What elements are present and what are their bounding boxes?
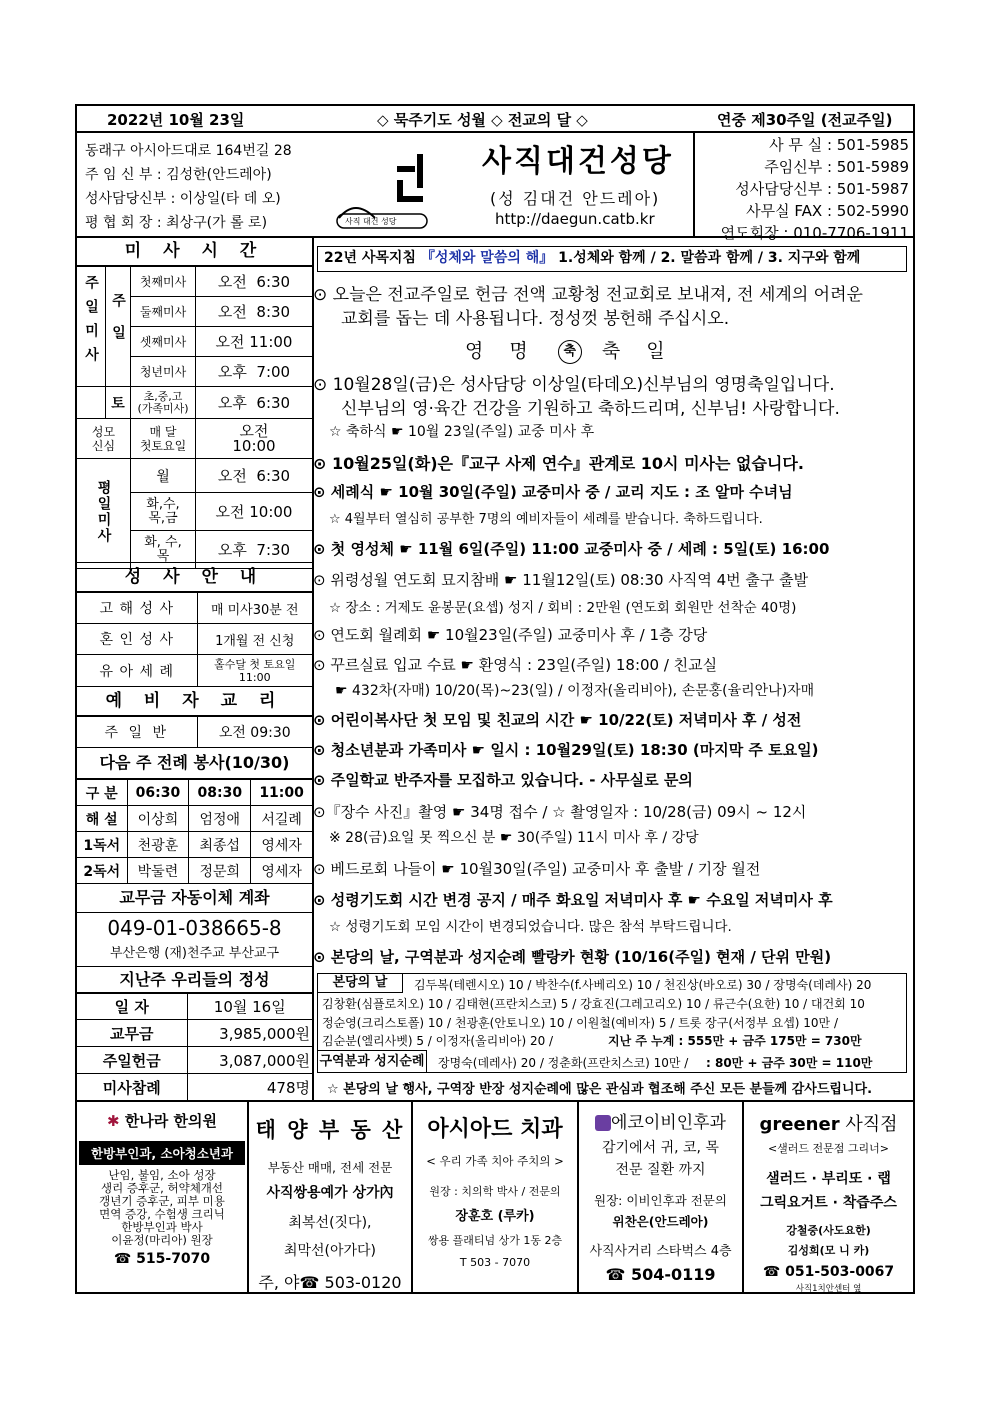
ad-line: 강철중(사도요한): [786, 1224, 871, 1237]
notice-first-communion: ⊙ 첫 영성체 ☛ 11월 6일(주일) 11:00 교중미사 중 / 세례 : 5일(토) 16:00: [313, 540, 830, 558]
liturgy-role: 1독서: [77, 832, 127, 858]
offering-title: 지난주 우리들의 정성: [77, 966, 312, 993]
liturgy-title: 다음 주 전례 봉사(10/30): [77, 747, 312, 779]
donation-line: 김두복(테렌시오) 10 / 박찬수(f.사베리오) 10 / 천진상(바오로) 30 / 장명숙(데레사) 20: [414, 978, 872, 992]
marian-devotion-day: 매 달 첫토요일: [131, 419, 196, 459]
sunday-label: 주일: [106, 267, 131, 387]
notice-peter-outing: ⊙ 베드로회 나들이 ☛ 10월30일(주일) 교중미사 후 출발 / 기장 월전: [313, 860, 761, 878]
sunday-mass-label: 주일미사: [77, 267, 106, 387]
sacrament-value: 홀수달 첫 토요일 11:00: [197, 655, 312, 687]
catechumen-title: 예 비 자 교 리: [77, 686, 312, 716]
weekday-day: 화, 수, 목: [131, 531, 196, 569]
parish-name: 사직대건성당: [482, 144, 674, 179]
offering-value: 10월 16일: [187, 994, 312, 1020]
donation-line: 김창환(심플로치오) 10 / 김태현(프란치스코) 5 / 강효진(그레고리오) 10 / 류근수(요한) 10 / 대건회 10: [322, 997, 865, 1011]
notice-portrait-detail: ※ 28(금)요일 못 찍으신 분 ☛ 30(주일) 11시 미사 후 / 강당: [329, 830, 699, 846]
saturday-label: 토: [106, 387, 131, 419]
notice-pilgrimage: ⊙ 본당의 날, 구역분과 성지순례 빨랑카 현황 (10/16(주일) 현재 / 단위 만원): [313, 948, 832, 966]
weekday-time: 오후 7:30: [196, 531, 313, 569]
liturgy-role: 2독서: [77, 858, 127, 884]
ad-salad-shop[interactable]: [744, 1102, 913, 1292]
offering-value: 478명: [187, 1074, 312, 1101]
ad-line: 김성희(모 니 카): [787, 1244, 870, 1257]
notice-feast-wish: 신부님의 영·육간 건강을 기원하고 축하드리며, 신부님! 사랑합니다.: [341, 399, 840, 419]
celebration-icon: 축: [558, 340, 582, 364]
ad-title: 에코이비인후과: [579, 1108, 742, 1133]
liturgy-header: 구 분: [77, 780, 127, 806]
parish-pastor: 주 임 신 부 : 김성한(안드레아): [85, 167, 272, 183]
mass-name: 초,중,고 (가족미사): [131, 387, 196, 419]
notice-portrait: ⊙『장수 사진』촬영 ☛ 34명 접수 / ☆ 촬영일자 : 10/28(금) 09시 ~ 12시: [313, 803, 807, 821]
ad-dental[interactable]: [413, 1102, 577, 1292]
ad-real-estate[interactable]: [249, 1102, 411, 1292]
notice-cemetery-detail: ☆ 장소 : 거제도 윤봉문(요셉) 성지 / 회비 : 2만원 (연도회 회원만 선착순 40명): [329, 600, 797, 616]
liturgy-cell: 박둘련: [127, 858, 189, 884]
ads-strip: [77, 1102, 913, 1292]
liturgy-cell: 서길례: [251, 806, 312, 832]
liturgy-header: 11:00: [251, 780, 312, 806]
liturgical-week: 연중 제30주일 (전교주일): [717, 111, 893, 129]
account-bank: 부산은행 (재)천주교 부산교구: [109, 946, 280, 961]
liturgy-cell: 정문희: [189, 858, 251, 884]
ad-footnote: 사직1치안센터 옆: [795, 1284, 862, 1292]
notice-prayer-group: ⊙ 성령기도회 시간 변경 공지 / 매주 화요일 저녁미사 후 ☛ 수요일 저녁미사 후: [313, 891, 833, 909]
mass-time: 오전 8:30: [196, 297, 313, 327]
mass-schedule-title: 미 사 시 간: [77, 238, 312, 266]
ad-phone: 주, 야☎ 503-0120: [258, 1273, 402, 1292]
ad-line: 전문 질환 까지: [615, 1162, 706, 1178]
ad-line: 사직사거리 스타벅스 4층: [589, 1244, 732, 1259]
notice-accompanist: ⊙ 주일학교 반주자를 모집하고 있습니다. - 사무실로 문의: [313, 771, 693, 789]
notice-mission-sunday: ⊙ 오늘은 전교주일로 헌금 전액 교황청 전교회로 보내져, 전 세계의 어려운: [313, 285, 863, 305]
ad-korean-clinic[interactable]: [77, 1102, 247, 1292]
notice-youth-mass: ⊙ 청소년분과 가족미사 ☛ 일시 : 10월29일(토) 18:30 (마지막 주 토요일): [313, 741, 819, 759]
marian-devotion-time: 오전 10:00: [196, 419, 313, 459]
motto-prefix: 22년 사목지침: [324, 250, 421, 266]
notice-funeral-meeting: ⊙ 연도회 월례회 ☛ 10월23일(주일) 교중미사 후 / 1층 강당: [313, 626, 708, 644]
ad-line: T 503 - 7070: [459, 1256, 531, 1269]
ad-band: 한방부인과, 소아청소년과: [79, 1141, 245, 1165]
sacrament-table: [77, 592, 312, 687]
offering-value: 3,087,000원: [187, 1047, 312, 1074]
sacrament-name: 혼 인 성 사: [77, 624, 197, 655]
mass-schedule-table: [77, 266, 312, 569]
liturgy-header: 06:30: [127, 780, 189, 806]
parish-address: 동래구 아시아드대로 164번길 28: [85, 143, 292, 159]
donation-total: 지난 주 누계 : 555만 + 금주 175만 = 730만: [608, 1034, 862, 1048]
notice-feast-day: ⊙ 10월28일(금)은 성사담당 이상일(타데오)신부님의 영명축일입니다.: [313, 375, 835, 395]
weekday-day: 화,수, 목,금: [131, 493, 196, 531]
liturgy-cell: 영세자: [251, 832, 312, 858]
offering-value: 3,985,000원: [187, 1020, 312, 1047]
offering-label: 미사참례: [77, 1074, 187, 1101]
weekday-time: 오전 10:00: [196, 493, 313, 531]
liturgy-cell: 영세자: [251, 858, 312, 884]
parish-assistant: 성사담당신부 : 이상일(타 데 오): [85, 191, 281, 207]
ad-line: 감기에서 귀, 코, 목: [602, 1140, 719, 1156]
mass-time: 오전 6:30: [196, 267, 313, 297]
liturgy-role: 해 설: [77, 806, 127, 832]
weekday-time: 오전 6:30: [196, 459, 313, 493]
notice-feast-ceremony: ☆ 축하식 ☛ 10월 23일(주일) 교중 미사 후: [329, 424, 595, 440]
marian-devotion-label: 성모 신심: [77, 419, 131, 459]
clinic-logo-icon: [595, 1115, 611, 1131]
mass-name: 셋째미사: [131, 327, 196, 357]
ad-phone: ☎ 051-503-0067: [762, 1264, 895, 1280]
offering-table: [77, 993, 312, 1101]
ad-line: 부동산 매매, 전세 전문: [267, 1160, 393, 1175]
parish-patron: (성 김대건 안드레아): [490, 189, 661, 208]
notice-cemetery-visit: ⊙ 위령성월 연도회 묘지참배 ☛ 11월12일(토) 08:30 사직역 4번 출구 출발: [313, 571, 809, 589]
donation-total: : 80만 + 금주 30만 = 110만: [706, 1056, 873, 1070]
logo-caption: 사직 대건 성당: [345, 217, 397, 226]
ad-lines: 난임, 불임, 소아 성장 생리 증후군, 허약체개선 갱년기 증후군, 피부 미용 면역 증강, 수험생 크리닉 한방부인과 박사 이윤정(마리아) 원장: [99, 1168, 225, 1247]
liturgy-cell: 천광훈: [127, 832, 189, 858]
weekday-mass-label: 평일미사: [77, 459, 131, 569]
funeral-head-phone: 연도회장 : 010-7706-1911: [720, 224, 909, 242]
notice-cursillo-detail: ☛ 432차(자매) 10/20(목)~23(일) / 이정자(올리비아), 손문홍(율리안나)자매: [335, 683, 815, 699]
mass-time: 오전 11:00: [196, 327, 313, 357]
sacrament-title: 성 사 안 내: [77, 562, 312, 592]
ad-line: 사직쌍용예가 상가內: [266, 1185, 394, 1201]
ad-line: 장훈호 (루카): [455, 1209, 535, 1224]
mass-time: 오후 7:00: [196, 357, 313, 387]
motto-rest: 1.성체와 함께 / 2. 말씀과 함께 / 3. 지구와 함께: [553, 250, 861, 266]
liturgy-cell: 엄정애: [189, 806, 251, 832]
pastor-phone: 주임신부 : 501-5989: [764, 158, 909, 176]
liturgy-cell: 이상희: [127, 806, 189, 832]
ad-ent-clinic[interactable]: [579, 1102, 742, 1292]
bulletin-date: 2022년 10월 23일: [107, 111, 245, 129]
office-fax: 사무실 FAX : 502-5990: [746, 202, 909, 220]
ad-title: 아시아드 치과: [427, 1117, 563, 1142]
pastoral-motto: [317, 246, 907, 272]
ad-phone: ☎ 504-0119: [605, 1265, 716, 1284]
motto-highlight: 『성체와 말씀의 해』: [420, 250, 554, 266]
donation-thanks: ☆ 본당의 날 행사, 구역장 반장 성지순례에 많은 관심과 협조해 주신 모든 분들께 감사드립니다.: [327, 1082, 873, 1097]
mass-time: 오후 6:30: [196, 387, 313, 419]
notice-cursillo: ⊙ 꾸르실료 입교 수료 ☛ 환영식 : 23일(주일) 18:00 / 친교실: [313, 656, 718, 674]
sacrament-value: 매 미사30분 전: [197, 593, 312, 624]
donation-line: 장명숙(데레사) 20 / 정춘화(프란치스코) 10만 /: [438, 1056, 689, 1070]
ad-line: 최복선(짓다),: [288, 1215, 372, 1231]
donation-table: [317, 973, 907, 1073]
monthly-theme: ◇ 묵주기도 성월 ◇ 전교의 달 ◇: [377, 111, 588, 129]
feast-heading: 영 명 축 축 일: [465, 340, 675, 362]
liturgy-cell: 최종섭: [189, 832, 251, 858]
sacrament-name: 고 해 성 사: [77, 593, 197, 624]
sacrament-value: 1개월 전 신청: [197, 624, 312, 655]
ad-line: 샐러드 · 부리또 · 랩: [766, 1171, 891, 1187]
offering-label: 일 자: [77, 994, 187, 1020]
parish-contacts: [699, 134, 909, 244]
parish-website[interactable]: http://daegun.catb.kr: [495, 210, 655, 228]
notice-baptism-detail: ☆ 4월부터 열심히 공부한 7명의 예비자들이 세례를 받습니다. 축하드립니다.: [329, 512, 763, 527]
bulletin-page: [75, 104, 915, 1294]
liturgy-header: 08:30: [189, 780, 251, 806]
donation-line: 정순영(크리스토폴) 10 / 천광훈(안토니오) 10 / 이원철(예비자) 5 / 트롯 장구(서정부 요셉) 10만 /: [322, 1016, 839, 1030]
offering-label: 주일헌금: [77, 1047, 187, 1074]
ad-line: 최막선(아가다): [283, 1243, 377, 1259]
catechumen-time: 오전 09:30: [197, 717, 312, 748]
parish-logo: [335, 146, 435, 232]
mass-name: 둘째미사: [131, 297, 196, 327]
parish-council-head: 평 협 회 장 : 최상구(가 롤 로): [85, 215, 268, 231]
ad-title: greener 사직점: [759, 1114, 898, 1135]
donation-line: 김순분(엘리사벳) 5 / 이정자(올리비아) 20 /: [322, 1034, 554, 1048]
donation-label: 구역분과 성지순례: [317, 1050, 427, 1073]
notice-priest-training: ⊙ 10월25일(화)은『교구 사제 연수』관계로 10시 미사는 없습니다.: [313, 454, 804, 473]
notice-baptism: ⊙ 세례식 ☛ 10월 30일(주일) 교중미사 중 / 교리 지도 : 조 알마 수녀님: [313, 483, 793, 501]
notice-prayer-group-detail: ☆ 성령기도회 모임 시간이 변경되었습니다. 많은 참석 부탁드립니다.: [329, 919, 732, 935]
ad-title: ✱ 한나라 한의원: [107, 1112, 217, 1130]
ad-sub: <샐러드 전문점 그리너>: [767, 1142, 890, 1155]
donation-label: 본당의 날: [317, 973, 403, 993]
ad-phone: ☎ 515-7070: [113, 1251, 211, 1267]
notice-altar-servers: ⊙ 어린이복사단 첫 모임 및 친교의 시간 ☛ 10/22(토) 저녁미사 후 / 성전: [313, 711, 802, 729]
ad-title: 태 양 부 동 산: [255, 1118, 405, 1142]
offering-label: 교무금: [77, 1020, 187, 1047]
mass-name: 청년미사: [131, 357, 196, 387]
ad-line: 쌍용 플래티넘 상가 1동 2층: [427, 1234, 563, 1247]
liturgy-table: [77, 779, 312, 884]
ad-line: 원장 : 치의학 박사 / 전문의: [429, 1185, 561, 1198]
account-number: 049-01-038665-8: [107, 916, 282, 940]
sacrament-name: 유 아 세 례: [77, 655, 197, 687]
ad-line: 그릭요거트 · 착즙주스: [760, 1195, 897, 1211]
assistant-phone: 성사담당신부 : 501-5987: [735, 180, 909, 198]
notice-mission-sunday-cont: 교회를 돕는 데 사용됩니다. 정성껏 봉헌해 주십시오.: [341, 309, 730, 329]
mass-name: 첫째미사: [131, 267, 196, 297]
office-phone: 사 무 실 : 501-5985: [769, 136, 909, 154]
ad-sub: < 우리 가족 치아 주치의 >: [426, 1154, 564, 1168]
flower-icon: ✱: [107, 1112, 120, 1130]
catechumen-class: 주 일 반: [77, 717, 197, 748]
ad-line: 원장: 이비인후과 전문의: [594, 1193, 727, 1208]
weekday-day: 월: [131, 459, 196, 493]
catechumen-table: [77, 716, 312, 748]
ad-line: 위찬은(안드레아): [612, 1214, 709, 1229]
account-title: 교무금 자동이체 계좌: [77, 883, 312, 913]
